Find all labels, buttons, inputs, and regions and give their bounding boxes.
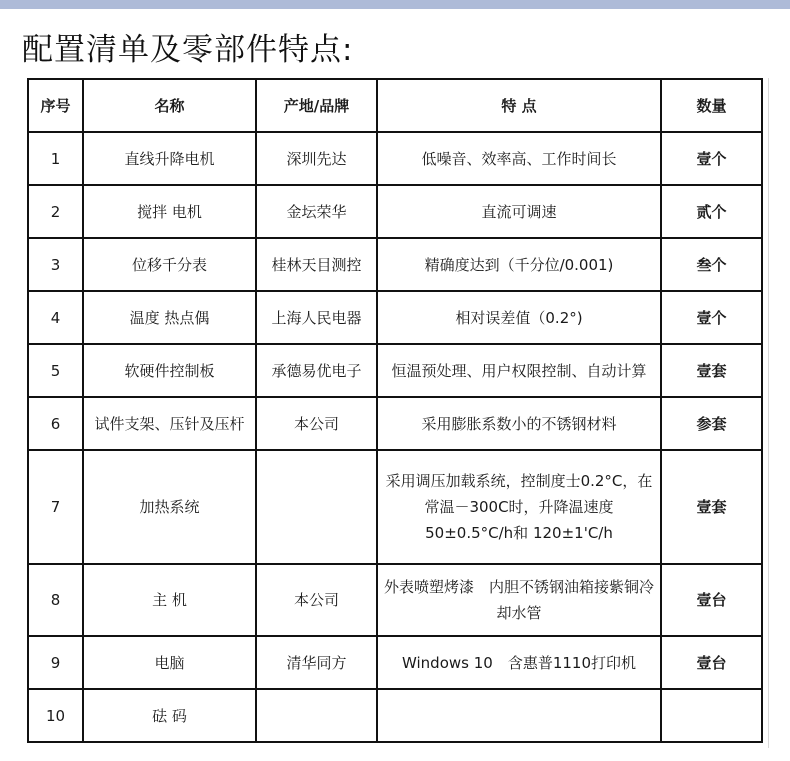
row-feature: 采用调压加载系统，控制度士0.2°C，在常温－300C时，升降温速度50±0.5°C/h和 120±1'C/h xyxy=(377,450,661,564)
table-row xyxy=(28,132,762,185)
row-feature: 恒温预处理、用户权限控制、自动计算 xyxy=(377,344,661,397)
row-feature: 相对误差值（0.2°) xyxy=(377,291,661,344)
row-no: 8 xyxy=(28,564,83,636)
row-qty: 贰个 xyxy=(661,185,762,238)
table-row xyxy=(28,185,762,238)
row-qty: 参套 xyxy=(661,397,762,450)
row-name: 软硬件控制板 xyxy=(83,344,256,397)
row-name: 砝 码 xyxy=(83,689,256,742)
row-no: 6 xyxy=(28,397,83,450)
table-row xyxy=(28,291,762,344)
row-qty: 壹套 xyxy=(661,450,762,564)
row-brand: 上海人民电器 xyxy=(256,291,377,344)
row-name: 加热系统 xyxy=(83,450,256,564)
page-title: 配置清单及零部件特点: xyxy=(22,32,354,68)
table-row xyxy=(28,450,762,564)
row-qty: 壹台 xyxy=(661,564,762,636)
row-qty: 叁个 xyxy=(661,238,762,291)
row-name: 试件支架、压针及压杆 xyxy=(83,397,256,450)
row-brand: 金坛荣华 xyxy=(256,185,377,238)
row-no: 9 xyxy=(28,636,83,689)
table-header-row xyxy=(28,79,762,132)
row-name: 直线升降电机 xyxy=(83,132,256,185)
row-brand xyxy=(256,689,377,742)
row-brand: 本公司 xyxy=(256,397,377,450)
top-decorative-band xyxy=(0,0,790,9)
table-row xyxy=(28,689,762,742)
table-row xyxy=(28,397,762,450)
row-brand: 深圳先达 xyxy=(256,132,377,185)
row-feature xyxy=(377,689,661,742)
row-qty: 壹个 xyxy=(661,291,762,344)
row-name: 位移千分表 xyxy=(83,238,256,291)
row-brand: 清华同方 xyxy=(256,636,377,689)
row-name: 搅拌 电机 xyxy=(83,185,256,238)
row-name: 电脑 xyxy=(83,636,256,689)
row-no: 5 xyxy=(28,344,83,397)
row-feature: 外表喷塑烤漆 内胆不锈钢油箱接紫铜冷却水管 xyxy=(377,564,661,636)
header-feature: 特 点 xyxy=(377,79,661,132)
row-feature: 低噪音、效率高、工作时间长 xyxy=(377,132,661,185)
row-brand: 本公司 xyxy=(256,564,377,636)
row-qty: 壹台 xyxy=(661,636,762,689)
row-feature: 精确度达到（千分位/0.001) xyxy=(377,238,661,291)
table-row xyxy=(28,564,762,636)
row-qty: 壹套 xyxy=(661,344,762,397)
configuration-table xyxy=(27,78,763,743)
row-brand xyxy=(256,450,377,564)
header-no: 序号 xyxy=(28,79,83,132)
row-brand: 承德易优电子 xyxy=(256,344,377,397)
table-row xyxy=(28,636,762,689)
header-qty: 数量 xyxy=(661,79,762,132)
table-row xyxy=(28,238,762,291)
row-qty: 壹个 xyxy=(661,132,762,185)
row-feature: 直流可调速 xyxy=(377,185,661,238)
row-no: 2 xyxy=(28,185,83,238)
right-edge-rule xyxy=(768,78,769,748)
row-brand: 桂林天目测控 xyxy=(256,238,377,291)
row-qty xyxy=(661,689,762,742)
row-no: 1 xyxy=(28,132,83,185)
row-no: 3 xyxy=(28,238,83,291)
row-no: 4 xyxy=(28,291,83,344)
row-no: 7 xyxy=(28,450,83,564)
table-row xyxy=(28,344,762,397)
row-name: 温度 热点偶 xyxy=(83,291,256,344)
header-brand: 产地/品牌 xyxy=(256,79,377,132)
row-feature: Windows 10 含惠普1110打印机 xyxy=(377,636,661,689)
row-name: 主 机 xyxy=(83,564,256,636)
row-feature: 采用膨胀系数小的不锈钢材料 xyxy=(377,397,661,450)
row-no: 10 xyxy=(28,689,83,742)
header-name: 名称 xyxy=(83,79,256,132)
